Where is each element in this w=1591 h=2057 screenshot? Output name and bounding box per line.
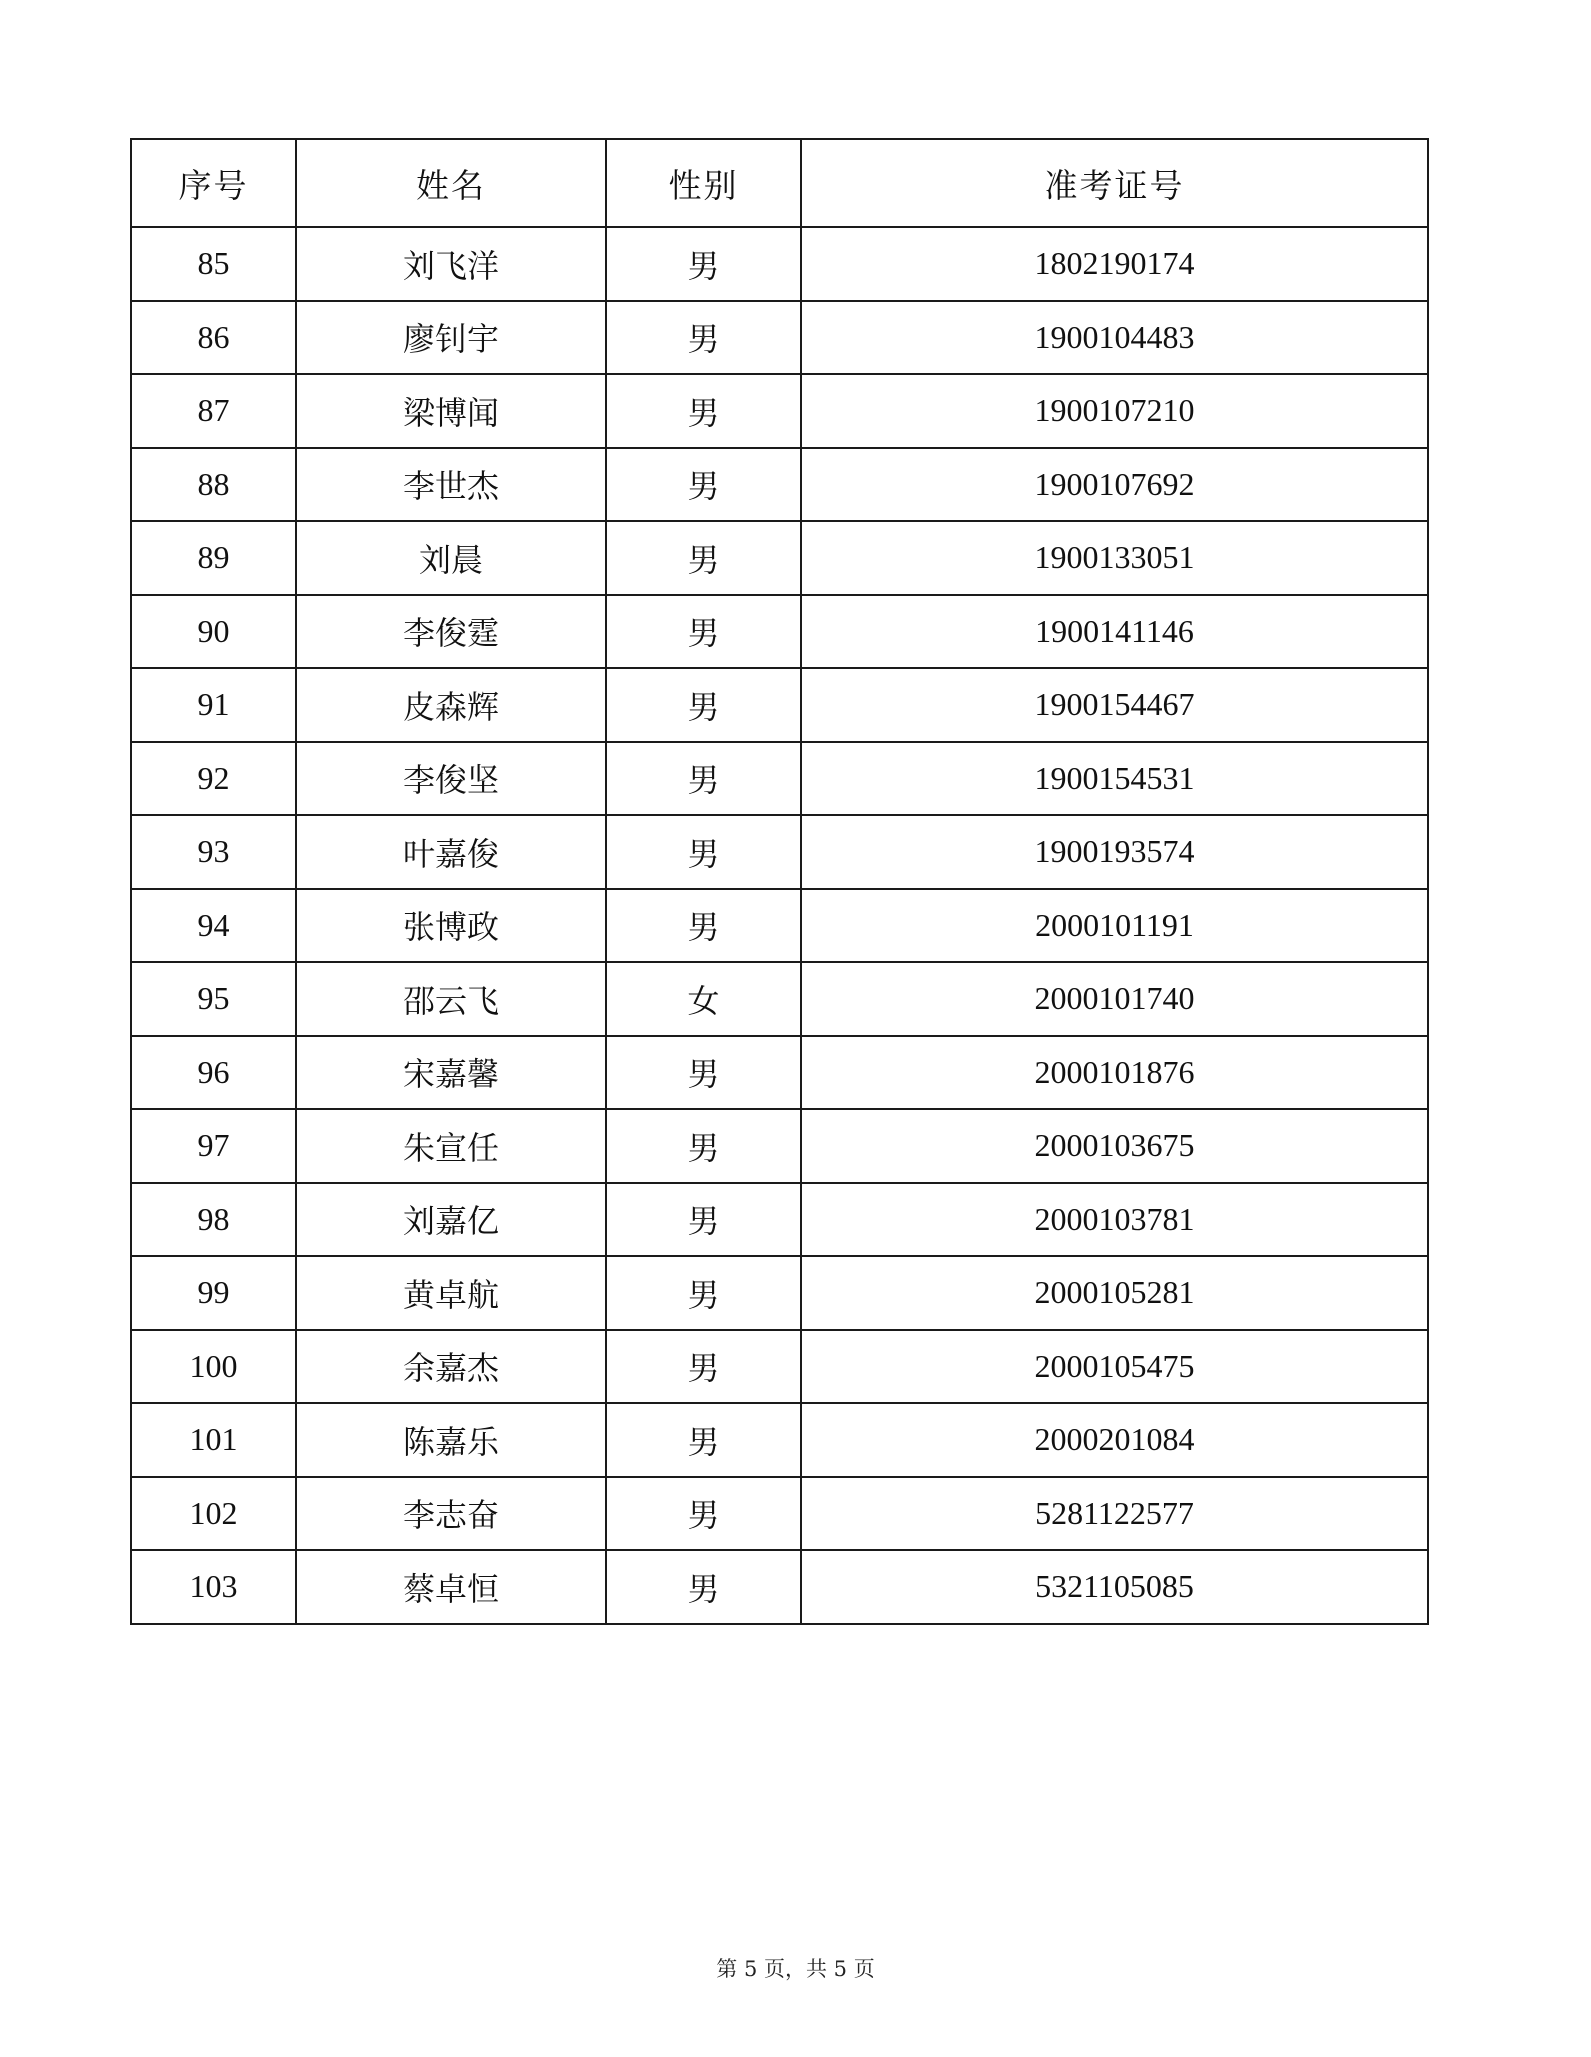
cell-name: 李志奋 [296, 1477, 606, 1551]
cell-exam-id: 1900104483 [801, 301, 1428, 375]
cell-gender: 男 [606, 1477, 801, 1551]
cell-exam-id: 2000101876 [801, 1036, 1428, 1110]
cell-gender: 男 [606, 889, 801, 963]
table-row [131, 301, 1428, 375]
cell-exam-id: 1900133051 [801, 521, 1428, 595]
cell-gender: 男 [606, 1036, 801, 1110]
cell-gender: 男 [606, 1330, 801, 1404]
cell-exam-id: 1900193574 [801, 815, 1428, 889]
cell-name: 叶嘉俊 [296, 815, 606, 889]
table-row [131, 1550, 1428, 1624]
cell-name: 邵云飞 [296, 962, 606, 1036]
cell-seq: 95 [131, 962, 296, 1036]
cell-exam-id: 2000201084 [801, 1403, 1428, 1477]
header-seq: 序号 [131, 139, 296, 227]
table-row [131, 889, 1428, 963]
table-row [131, 742, 1428, 816]
cell-seq: 92 [131, 742, 296, 816]
cell-name: 陈嘉乐 [296, 1403, 606, 1477]
cell-name: 刘飞洋 [296, 227, 606, 301]
header-exam-id: 准考证号 [801, 139, 1428, 227]
cell-name: 宋嘉馨 [296, 1036, 606, 1110]
cell-name: 朱宣任 [296, 1109, 606, 1183]
cell-gender: 女 [606, 962, 801, 1036]
cell-seq: 91 [131, 668, 296, 742]
cell-exam-id: 2000105475 [801, 1330, 1428, 1404]
cell-name: 刘晨 [296, 521, 606, 595]
cell-seq: 103 [131, 1550, 296, 1624]
cell-gender: 男 [606, 1403, 801, 1477]
table-body [131, 227, 1428, 1624]
table-row [131, 1477, 1428, 1551]
header-gender: 性别 [606, 139, 801, 227]
table-header-row [131, 139, 1428, 227]
cell-name: 李俊霆 [296, 595, 606, 669]
cell-name: 刘嘉亿 [296, 1183, 606, 1257]
table-row [131, 668, 1428, 742]
cell-exam-id: 1900107210 [801, 374, 1428, 448]
cell-exam-id: 2000101191 [801, 889, 1428, 963]
table-row [131, 448, 1428, 522]
cell-exam-id: 1900154531 [801, 742, 1428, 816]
cell-seq: 93 [131, 815, 296, 889]
cell-seq: 102 [131, 1477, 296, 1551]
candidate-table [130, 138, 1429, 1625]
table-row [131, 815, 1428, 889]
cell-gender: 男 [606, 742, 801, 816]
cell-seq: 86 [131, 301, 296, 375]
cell-seq: 89 [131, 521, 296, 595]
cell-gender: 男 [606, 448, 801, 522]
cell-gender: 男 [606, 1550, 801, 1624]
cell-exam-id: 2000103781 [801, 1183, 1428, 1257]
table-row [131, 1036, 1428, 1110]
header-name: 姓名 [296, 139, 606, 227]
page-number: 第 5 页，共 5 页 [716, 1957, 875, 1981]
cell-exam-id: 1900107692 [801, 448, 1428, 522]
cell-name: 余嘉杰 [296, 1330, 606, 1404]
cell-exam-id: 5321105085 [801, 1550, 1428, 1624]
cell-seq: 100 [131, 1330, 296, 1404]
cell-gender: 男 [606, 227, 801, 301]
table-row [131, 227, 1428, 301]
cell-exam-id: 2000105281 [801, 1256, 1428, 1330]
cell-seq: 85 [131, 227, 296, 301]
table-row [131, 1330, 1428, 1404]
cell-exam-id: 1802190174 [801, 227, 1428, 301]
cell-name: 廖钊宇 [296, 301, 606, 375]
cell-seq: 101 [131, 1403, 296, 1477]
cell-seq: 94 [131, 889, 296, 963]
cell-name: 蔡卓恒 [296, 1550, 606, 1624]
table-row [131, 1403, 1428, 1477]
table-row [131, 374, 1428, 448]
table-row [131, 1109, 1428, 1183]
cell-name: 黄卓航 [296, 1256, 606, 1330]
cell-exam-id: 1900141146 [801, 595, 1428, 669]
cell-name: 张博政 [296, 889, 606, 963]
table-row [131, 1256, 1428, 1330]
cell-seq: 99 [131, 1256, 296, 1330]
cell-gender: 男 [606, 1256, 801, 1330]
cell-gender: 男 [606, 521, 801, 595]
cell-seq: 88 [131, 448, 296, 522]
cell-seq: 87 [131, 374, 296, 448]
cell-seq: 98 [131, 1183, 296, 1257]
cell-gender: 男 [606, 1109, 801, 1183]
cell-exam-id: 2000101740 [801, 962, 1428, 1036]
cell-gender: 男 [606, 301, 801, 375]
cell-seq: 90 [131, 595, 296, 669]
cell-name: 皮森辉 [296, 668, 606, 742]
cell-gender: 男 [606, 668, 801, 742]
cell-exam-id: 2000103675 [801, 1109, 1428, 1183]
cell-seq: 97 [131, 1109, 296, 1183]
cell-seq: 96 [131, 1036, 296, 1110]
cell-name: 梁博闻 [296, 374, 606, 448]
table-row [131, 595, 1428, 669]
cell-name: 李俊坚 [296, 742, 606, 816]
cell-gender: 男 [606, 815, 801, 889]
cell-gender: 男 [606, 1183, 801, 1257]
table-row [131, 521, 1428, 595]
cell-gender: 男 [606, 374, 801, 448]
table-row [131, 962, 1428, 1036]
cell-exam-id: 1900154467 [801, 668, 1428, 742]
cell-exam-id: 5281122577 [801, 1477, 1428, 1551]
cell-gender: 男 [606, 595, 801, 669]
cell-name: 李世杰 [296, 448, 606, 522]
table-row [131, 1183, 1428, 1257]
